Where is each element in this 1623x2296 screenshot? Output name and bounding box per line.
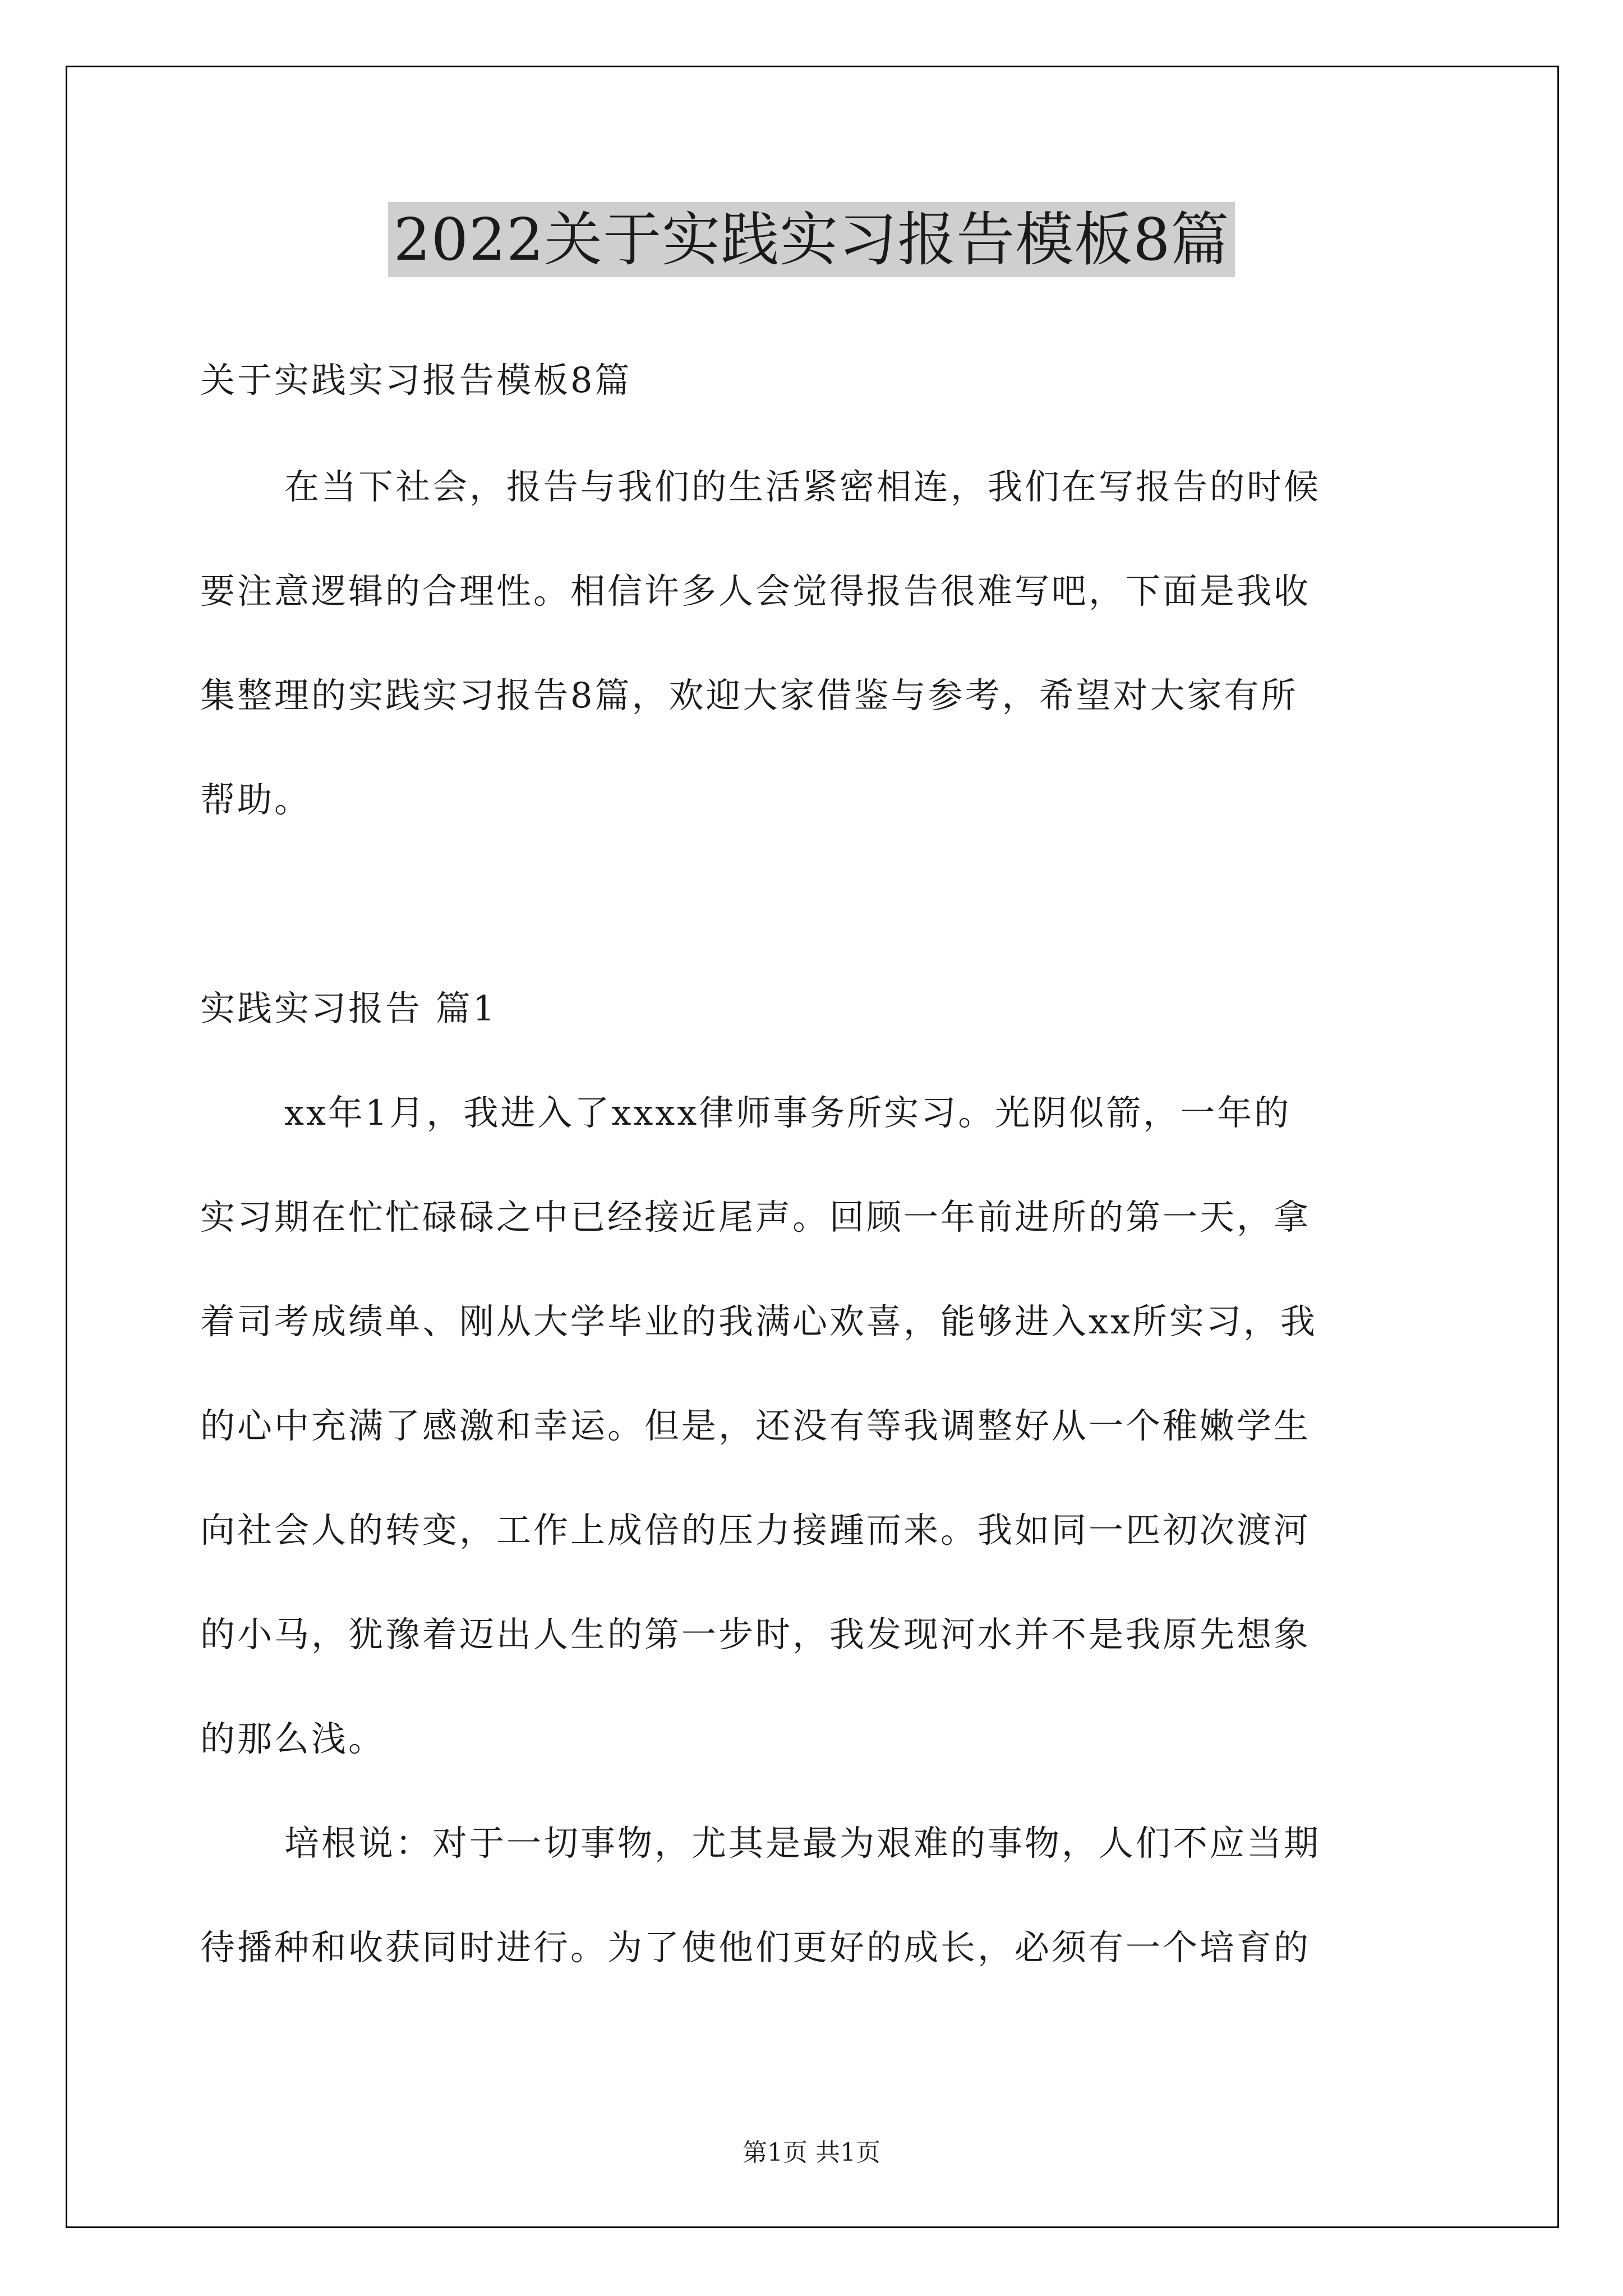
page-footer: 第1页 共1页 — [743, 2138, 880, 2167]
intro-line-3: 集整理的实践实习报告8篇，欢迎大家借鉴与参考，希望对大家有所 — [200, 675, 1298, 716]
document-title-text: 2022关于实践实习报告模板8篇 — [388, 202, 1235, 277]
section-line-7: 的那么浅。 — [200, 1718, 386, 1759]
section-line-6: 的小马，犹豫着迈出人生的第一步时，我发现河水并不是我原先想象 — [200, 1614, 1311, 1655]
section-heading: 实践实习报告 篇1 — [200, 988, 497, 1029]
section-line-2: 实习期在忙忙碌碌之中已经接近尾声。回顾一年前进所的第一天，拿 — [200, 1197, 1311, 1237]
para2-line-1: 培根说：对于一切事物，尤其是最为艰难的事物，人们不应当期 — [284, 1823, 1321, 1864]
section-line-4: 的心中充满了感激和幸运。但是，还没有等我调整好从一个稚嫩学生 — [200, 1405, 1311, 1446]
document-subtitle: 关于实践实习报告模板8篇 — [200, 360, 632, 401]
section-line-5: 向社会人的转变，工作上成倍的压力接踵而来。我如同一匹初次渡河 — [200, 1510, 1311, 1550]
section-line-3: 着司考成绩单、刚从大学毕业的我满心欢喜，能够进入xx所实习，我 — [200, 1301, 1317, 1342]
intro-line-4: 帮助。 — [200, 779, 312, 820]
intro-line-2: 要注意逻辑的合理性。相信许多人会觉得报告很难写吧，下面是我收 — [200, 570, 1311, 611]
section-line-1: xx年1月，我进入了xxxx律师事务所实习。光阴似箭，一年的 — [284, 1092, 1292, 1133]
intro-line-1: 在当下社会，报告与我们的生活紧密相连，我们在写报告的时候 — [284, 466, 1321, 507]
document-title — [0, 202, 1623, 277]
para2-line-2: 待播种和收获同时进行。为了使他们更好的成长，必须有一个培育的 — [200, 1927, 1311, 1968]
